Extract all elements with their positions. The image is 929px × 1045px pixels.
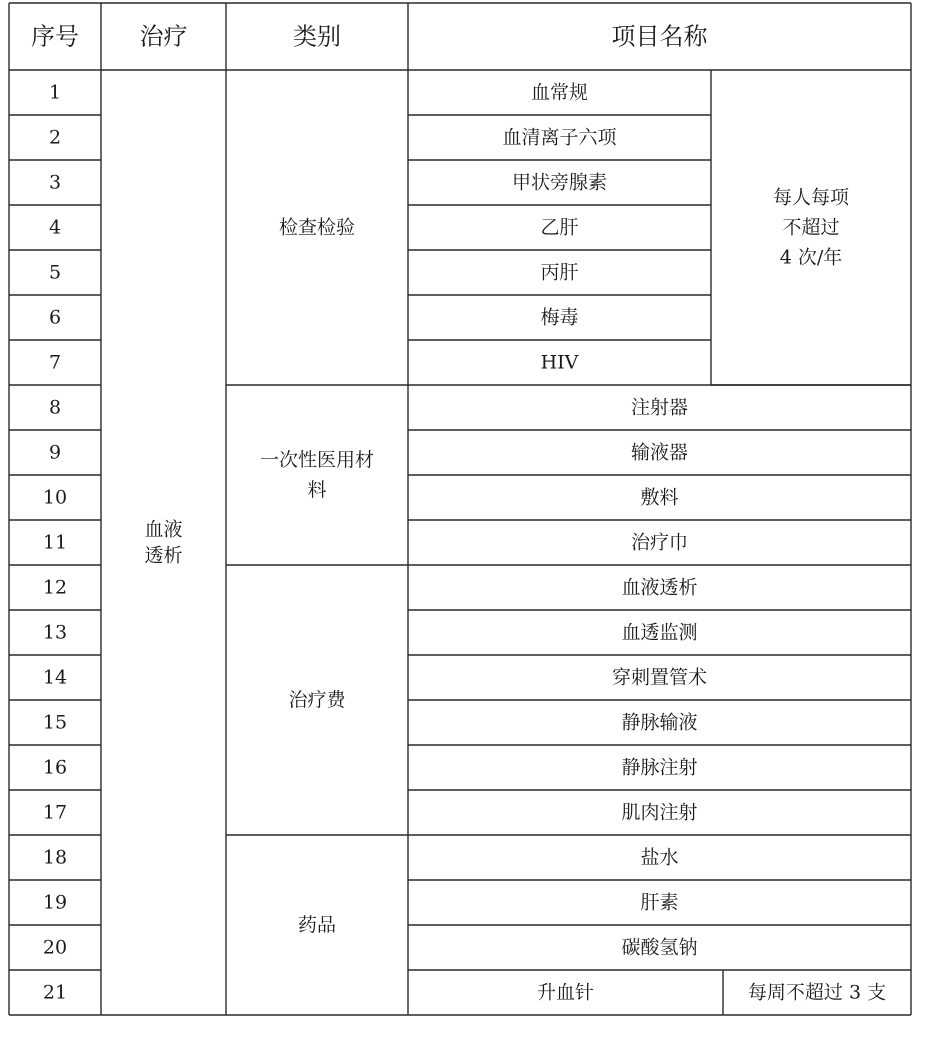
treatment-label: 透析: [144, 544, 183, 567]
tests-limit-label: 不超过: [782, 216, 840, 239]
row-item: 甲状旁腺素: [511, 171, 608, 194]
row-seq: 5: [48, 261, 62, 284]
row-seq: 18: [42, 846, 68, 869]
row-item: 血常规: [530, 81, 589, 104]
category-label: 料: [307, 479, 327, 501]
row-seq: 13: [42, 621, 68, 644]
table-grid: [9, 3, 911, 1015]
row-seq: 17: [42, 801, 68, 824]
row-seq: 12: [42, 576, 68, 599]
row-item: 碳酸氢钠: [621, 936, 698, 959]
row-seq: 6: [48, 306, 62, 329]
table-text: [31, 23, 886, 1004]
row-seq: 7: [48, 351, 62, 374]
row-item: 穿刺置管术: [611, 666, 708, 689]
row-item: 乙肝: [540, 216, 579, 239]
row-item: 血液透析: [621, 576, 698, 599]
row-seq: 16: [42, 756, 68, 779]
row-seq: 2: [48, 126, 62, 149]
row-item: 血清离子六项: [502, 126, 617, 149]
row-item: 静脉注射: [621, 756, 698, 779]
row-item: 血透监测: [621, 621, 698, 644]
header-category: 类别: [293, 22, 341, 51]
row-item: 输液器: [630, 441, 689, 464]
header-item-name: 项目名称: [611, 22, 708, 51]
row-seq: 21: [42, 981, 68, 1004]
row-seq: 9: [48, 441, 62, 464]
row-seq: 20: [42, 936, 68, 959]
row-seq: 10: [42, 486, 68, 509]
row-seq: 3: [48, 171, 62, 194]
category-label: 药品: [297, 914, 337, 936]
row-seq: 11: [42, 531, 68, 554]
header-treatment: 治疗: [139, 22, 188, 51]
row-seq: 19: [42, 891, 68, 914]
row-item: 升血针: [536, 981, 595, 1004]
tests-limit-label: 4 次/年: [779, 246, 843, 269]
header-seq: 序号: [31, 22, 79, 51]
row-item: 梅毒: [540, 306, 579, 329]
row-item: HIV: [540, 351, 579, 374]
row-item: 盐水: [640, 846, 679, 869]
row-seq: 15: [42, 711, 68, 734]
category-label: 治疗费: [288, 689, 346, 711]
row-item: 丙肝: [540, 261, 579, 284]
row-seq: 1: [48, 81, 62, 104]
row-item: 肝素: [640, 891, 679, 914]
row-seq: 8: [48, 396, 62, 419]
row-item: 静脉输液: [621, 711, 698, 734]
row-seq: 4: [48, 216, 62, 239]
row-item: 肌肉注射: [621, 801, 698, 824]
injection-limit-label: 每周不超过 3 支: [747, 981, 887, 1004]
category-label: 一次性医用材: [259, 449, 375, 471]
row-seq: 14: [42, 666, 68, 689]
row-item: 敷料: [640, 486, 679, 509]
treatment-label: 血液: [144, 518, 183, 541]
row-item: 治疗巾: [630, 531, 689, 554]
row-item: 注射器: [630, 396, 689, 419]
category-label: 检查检验: [278, 216, 356, 239]
tests-limit-label: 每人每项: [772, 186, 850, 209]
